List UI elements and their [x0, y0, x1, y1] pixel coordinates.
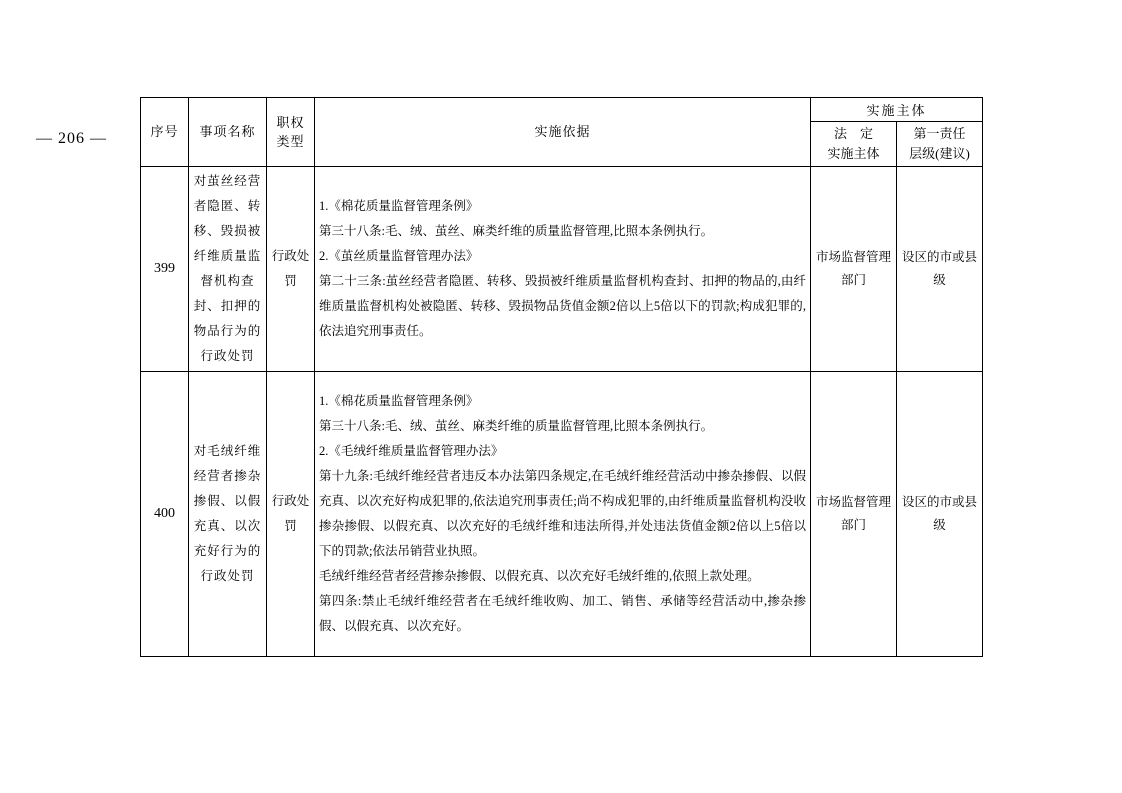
authority-items-table — [140, 97, 983, 657]
row-responsibility-level: 设区的市或县级 — [897, 372, 983, 657]
header-subject-group: 实施主体 — [811, 98, 983, 122]
basis-line: 2.《毛绒纤维质量监督管理办法》 — [319, 444, 504, 459]
header-level — [897, 122, 983, 167]
header-level-line1: 第一责任 — [913, 126, 966, 141]
basis-line: 第四条:禁止毛绒纤维经营者在毛绒纤维收购、加工、销售、承储等经营活动中,掺杂掺假、以假充真、以次充好。 — [319, 594, 806, 634]
table-row — [141, 372, 983, 657]
row-legal-basis — [315, 167, 811, 372]
row-authority-type: 行政处罚 — [267, 372, 315, 657]
basis-line: 毛绒纤维经营者经营掺杂掺假、以假充真、以次充好毛绒纤维的,依照上款处理。 — [319, 569, 760, 584]
row-legal-basis — [315, 372, 811, 657]
header-legal-subject — [811, 122, 897, 167]
basis-line: 第三十八条:毛、绒、茧丝、麻类纤维的质量监督管理,比照本条例执行。 — [319, 224, 714, 239]
header-legal-line1: 法 定 — [833, 126, 873, 141]
basis-line: 第三十八条:毛、绒、茧丝、麻类纤维的质量监督管理,比照本条例执行。 — [319, 419, 714, 434]
row-authority-type: 行政处罚 — [267, 167, 315, 372]
row-legal-subject: 市场监督管理部门 — [811, 372, 897, 657]
table-row — [141, 167, 983, 372]
header-type — [267, 98, 315, 167]
basis-line: 第十九条:毛绒纤维经营者违反本办法第四条规定,在毛绒纤维经营活动中掺杂掺假、以假充真、以次充好构成犯罪的,依法追究刑事责任;尚不构成犯罪的,由纤维质量监督机构没收掺杂掺假、以假充真、以次充好的毛绒纤维和违法所得,并处违法货值金额2倍以上5倍以下的罚款;依法吊销营业执照。 — [319, 469, 806, 559]
basis-line: 第二十三条:茧丝经营者隐匿、转移、毁损被纤维质量监督机构查封、扣押的物品的,由纤维质量监督机构处被隐匿、转移、毁损物品货值金额2倍以上5倍以下的罚款;构成犯罪的,依法追究刑事责任。 — [319, 274, 806, 339]
table-header-group-row — [141, 98, 983, 122]
row-item-name: 对毛绒纤维经营者掺杂掺假、以假充真、以次充好行为的行政处罚 — [189, 372, 267, 657]
header-type-line2: 类型 — [276, 134, 305, 150]
header-name: 事项名称 — [189, 98, 267, 167]
table-container — [140, 97, 982, 657]
page-number: — 206 — — [36, 130, 107, 147]
basis-line: 1.《棉花质量监督管理条例》 — [319, 394, 479, 409]
header-seq: 序号 — [141, 98, 189, 167]
row-seq: 400 — [141, 372, 189, 657]
row-responsibility-level: 设区的市或县级 — [897, 167, 983, 372]
header-level-line2: 层级(建议) — [909, 146, 970, 162]
basis-line: 1.《棉花质量监督管理条例》 — [319, 199, 479, 214]
header-type-line1: 职权 — [276, 114, 305, 130]
row-legal-subject: 市场监督管理部门 — [811, 167, 897, 372]
header-legal-line2: 实施主体 — [827, 146, 880, 162]
row-seq: 399 — [141, 167, 189, 372]
header-basis: 实施依据 — [315, 98, 811, 167]
row-item-name: 对茧丝经营者隐匿、转移、毁损被纤维质量监督机构查封、扣押的物品行为的行政处罚 — [189, 167, 267, 372]
basis-line: 2.《茧丝质量监督管理办法》 — [319, 249, 479, 264]
